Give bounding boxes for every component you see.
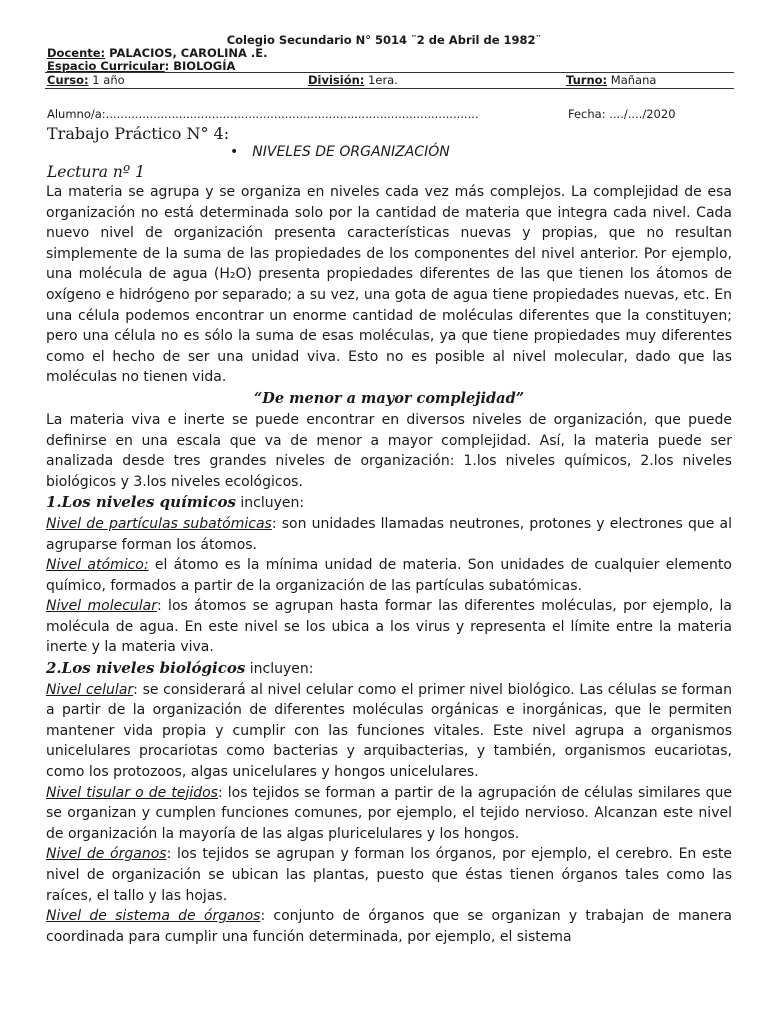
bullet-icon: • — [230, 144, 239, 160]
espacio-line — [47, 59, 734, 73]
item-tissue-label: Nivel tisular o de tejidos — [46, 784, 218, 801]
item-organs — [46, 844, 732, 906]
item-molecular-text: : los átomos se agrupan hasta formar las diferentes moléculas, por ejemplo, la molécula de agua. En este nivel se los ubica a los virus y representa el límite entre la materia inerte y la materia viva. — [46, 598, 732, 656]
body-text — [46, 182, 732, 947]
curso-field — [47, 73, 125, 87]
docente-label: Docente: — [47, 46, 106, 60]
item-atomic — [46, 555, 732, 596]
alumno-field: Alumno/a:...................................................................................................... — [47, 107, 479, 121]
item-organ-systems-text: : conjunto de órganos que se organizan y trabajan de manera coordinada para cumplir una función determinada, por ejemplo, el sistema — [46, 908, 732, 945]
item-organs-text: : los tejidos se agrupan y forman los órganos, por ejemplo, el cerebro. En este nivel de organización se ubican las plantas, puesto que éstas tienen órganos tales como las raíces, el tallo y las hojas. — [46, 846, 732, 904]
item-subatomic-text: : son unidades llamadas neutrones, protones y electrones que al agruparse forman los átomos. — [46, 515, 732, 553]
section-biological-title: 2.Los niveles biológicos — [46, 659, 246, 678]
school-title: Colegio Secundario N° 5014 ¨2 de Abril de 1982¨ — [226, 33, 542, 47]
item-tissue-text: : los tejidos se forman a partir de la agrupación de células similares que se organizan y cumplen funciones comunes, por ejemplo, el tejido nervioso. Alcanzan este nivel de organización la mayoría de las algas pluricelulares y los hongos. — [46, 784, 732, 842]
item-organs-label: Nivel de órganos — [46, 846, 167, 863]
item-molecular — [46, 596, 732, 658]
alumno-row — [47, 107, 734, 121]
fecha-field: Fecha: ..../..../2020 — [568, 107, 676, 121]
turno-field — [566, 73, 656, 87]
espacio-value: : BIOLOGÍA — [164, 59, 236, 73]
section-chemical — [46, 492, 732, 514]
topic-heading — [230, 144, 450, 160]
docente-value: PALACIOS, CAROLINA .E. — [105, 46, 268, 60]
curso-label: Curso: — [47, 73, 89, 87]
section-chemical-rest: incluyen: — [235, 495, 305, 512]
item-tissue — [46, 783, 732, 845]
turno-label: Turno: — [566, 73, 608, 87]
division-label: División: — [308, 73, 365, 87]
item-atomic-label: Nivel atómico: — [46, 557, 149, 574]
item-cellular-text: : se considerará al nivel celular como el primer nivel biológico. Las células se forman a partir de la organización de diferentes moléculas orgánicas e inorgánicas, que le permiten mantener vida propia y cumplir con las funciones vitales. Este nivel agrupa a organismos unicelulares procariotas como bacterias y arquibacterias, y también, organismos eucariotas, como los protozoos, algas unicelulares y hongos unicelulares. — [46, 681, 732, 781]
curso-value: 1 año — [88, 73, 125, 87]
curso-row — [47, 73, 734, 87]
espacio-label: Espacio Curricular — [47, 59, 165, 73]
division-value: 1era. — [364, 73, 398, 87]
header-rule-bottom — [45, 88, 734, 89]
item-organ-systems — [46, 906, 732, 947]
reading-heading: Lectura nº 1 — [47, 163, 145, 181]
section-chemical-title: 1.Los niveles químicos — [46, 493, 236, 512]
item-organ-systems-label: Nivel de sistema de órganos — [46, 908, 261, 925]
section-biological — [46, 658, 732, 680]
item-subatomic-label: Nivel de partículas subatómicas — [46, 515, 272, 532]
item-atomic-text: el átomo es la mínima unidad de materia. Son unidades de cualquier elemento químico, formados a partir de la organización de las partículas subatómicas. — [46, 557, 732, 594]
section-biological-rest: incluyen: — [245, 661, 314, 678]
docente-line — [47, 46, 734, 60]
paragraph-levels: La materia viva e inerte se puede encontrar en diversos niveles de organización, que puede definirse en una escala que va de menor a mayor complejidad. Así, la materia puede ser analizada desde tres grandes niveles de organización: 1.los niveles químicos, 2.los niveles biológicos y 3.los niveles ecológicos. — [46, 411, 732, 490]
page-title: Trabajo Práctico N° 4: — [47, 124, 230, 143]
turno-value: Mañana — [607, 73, 657, 87]
item-cellular-label: Nivel celular — [46, 681, 134, 698]
division-field — [308, 73, 398, 87]
subheading: “De menor a mayor complejidad” — [253, 389, 525, 407]
item-cellular — [46, 680, 732, 783]
topic-text: NIVELES DE ORGANIZACIÓN — [252, 144, 450, 160]
paragraph-intro: La materia se agrupa y se organiza en niveles cada vez más complejos. La complejidad de esa organización no está determinada solo por la cantidad de materia que integra cada nivel. Cada nuevo nivel de organización presenta características nuevas y propias, que no resultan simplemente de la suma de las propiedades de los componentes del nivel anterior. Por ejemplo, una molécula de agua (H₂O) presenta propiedades diferentes de las que tienen los átomos de oxígeno e hidrógeno por separado; a su vez, una gota de agua tiene propiedades nuevas, etc. En una célula podemos encontrar un enorme cantidad de moléculas diferentes que la constituyen; pero una célula no es sólo la suma de esas moléculas, ya que tiene propiedades muy diferentes como el hecho de ser una unidad viva. Esto no es posible al nivel molecular, dado que las moléculas no tienen vida. — [46, 184, 732, 386]
item-subatomic — [46, 514, 732, 555]
item-molecular-label: Nivel molecular — [46, 598, 157, 615]
